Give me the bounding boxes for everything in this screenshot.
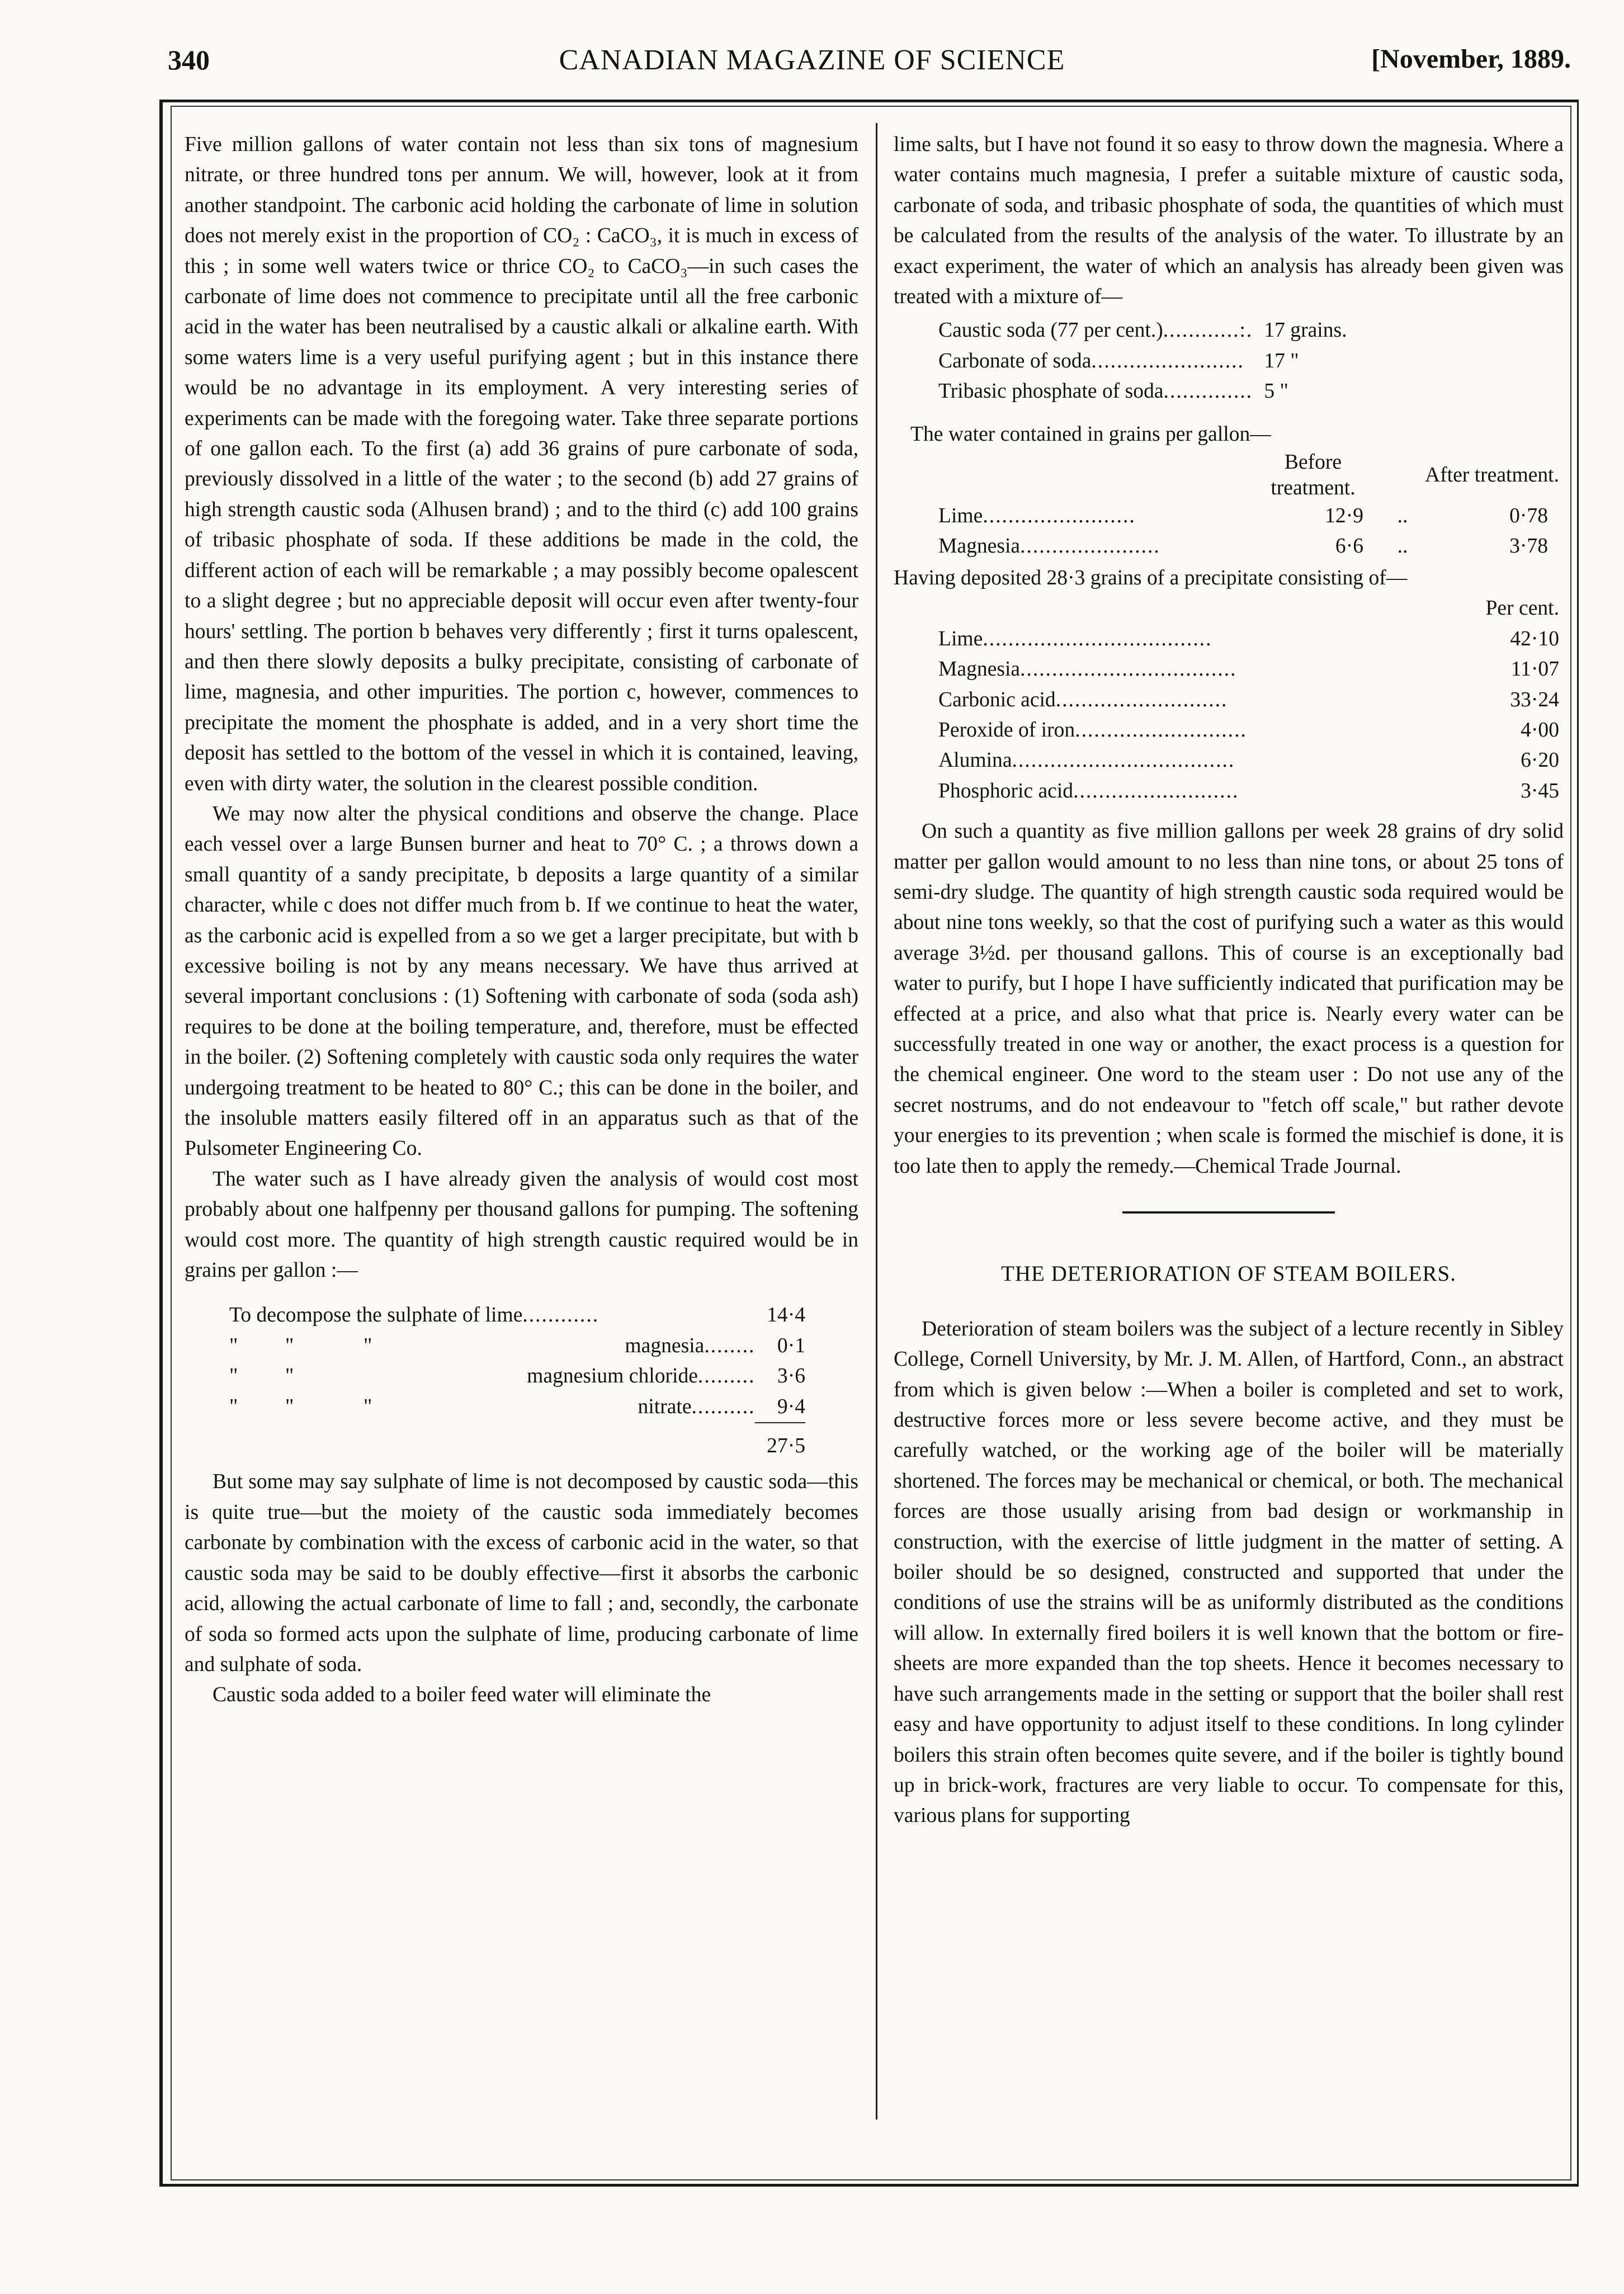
after-value: 0·78	[1509, 504, 1548, 528]
table-row	[938, 315, 1347, 346]
table-row	[229, 1300, 805, 1330]
ditto-mark: "	[285, 1334, 294, 1357]
before-header: Before treatment.	[1271, 451, 1356, 500]
before-value: 12·9	[1325, 504, 1363, 528]
left-paragraph-4: But some may say sulphate of lime is not decomposed by caustic soda—this is quite true—but the moiety of the caustic soda immediately becomes carbonate by combination with the excess of carbonic acid in the water, so that caustic soda may be said to be doubly effective—first it absorbs the carbonic acid, allowing the actual carbonate of lime to fall ; and, secondly, the carbonate of soda so formed acts upon the sulphate of lime, producing carbonate of lime and sulphate of soda.	[185, 1470, 858, 1676]
left-column	[185, 130, 858, 1711]
row-label: Carbonate of soda........................	[938, 349, 1244, 372]
row-label: Magnesia..................................	[938, 658, 1237, 681]
row-value: 17 "	[1264, 349, 1299, 372]
table-row	[938, 531, 1559, 561]
page-number: 340	[168, 44, 210, 75]
row-label: magnesium chloride.........	[527, 1365, 756, 1388]
water-analysis-table	[938, 450, 1559, 562]
caustic-requirement-table	[229, 1300, 805, 1461]
table-total-row	[229, 1423, 805, 1461]
right-column	[894, 130, 1564, 1832]
after-header: After treatment.	[1425, 464, 1559, 487]
row-label: magnesia........	[625, 1334, 756, 1357]
ditto-mark: "	[229, 1334, 238, 1357]
row-label: Carbonic acid...........................	[938, 688, 1228, 711]
row-label: Magnesia......................	[938, 535, 1160, 558]
row-label: Phosphoric acid..........................	[938, 779, 1239, 803]
table-row	[938, 376, 1347, 407]
table-row	[938, 715, 1559, 745]
ditto-mark: "	[285, 1365, 294, 1388]
row-value: 3·6	[777, 1365, 805, 1388]
left-paragraph-3: The water such as I have already given the analysis of would cost most probably about one halfpenny per thousand gallons for pumping. The softening would cost more. The quantity of high strength caustic required would be in grains per gallon :—	[185, 1167, 858, 1282]
column-divider	[876, 123, 877, 2120]
row-value: 33·24	[1510, 688, 1559, 711]
ditto-mark: "	[363, 1334, 372, 1357]
row-value: 5 "	[1264, 380, 1288, 403]
mixture-table	[938, 315, 1347, 407]
row-value: 9·4	[777, 1395, 805, 1418]
table-row	[938, 624, 1559, 654]
row-value: 42·10	[1510, 627, 1559, 650]
row-value: 0·1	[777, 1334, 805, 1357]
right-paragraph-3: Deterioration of steam boilers was the subject of a lecture recently in Sibley College, Cornell University, by Mr. J. M. Allen, of Hartford, Conn., an abstract from which is given below :—When a boiler is completed and set to work, destructive forces more or less severe become active, and they must be carefully watched, or the working age of the boiler will be materially shortened. The forces may be mechanical or chemical, or both. The mechanical forces are those usually arising from bad design or workmanship in construction, with the exercise of little judgment in the matter of setting. A boiler should be so designed, constructed and supported that under the conditions of use the strains will be as uniformly distributed as the conditions will allow. In externally fired boilers it is well known that the bottom or fire-sheets are more expanded than the top sheets. Hence it becomes necessary to have such arrangements made in the setting or support that the boiler shall rest easy and have opportunity to adjust itself to these conditions. In long cylinder boilers this strain often becomes quite severe, and if the boiler is tightly bound up in brick-work, fractures are very liable to occur. To compensate for this, various plans for supporting	[894, 1317, 1564, 1828]
row-value: 11·07	[1510, 658, 1559, 681]
table-total: 27·5	[755, 1423, 805, 1461]
table-header-row	[938, 450, 1559, 501]
table-row	[938, 654, 1559, 685]
row-label: To decompose the sulphate of lime............	[229, 1304, 599, 1327]
row-label: Tribasic phosphate of soda..............	[938, 380, 1253, 403]
left-paragraph-5: Caustic soda added to a boiler feed water will eliminate the	[213, 1683, 711, 1707]
percent-header: Per cent.	[1485, 597, 1559, 620]
table-row	[229, 1361, 805, 1391]
row-value: 14·4	[767, 1304, 805, 1327]
row-label: Peroxide of iron...........................	[938, 718, 1247, 742]
precipitate-intro: Having deposited 28·3 grains of a precipitate consisting of—	[894, 566, 1408, 589]
journal-title: CANADIAN MAGAZINE OF SCIENCE	[559, 44, 1065, 76]
table-row	[938, 776, 1559, 806]
precipitate-table	[938, 593, 1559, 806]
separator: ..	[1397, 504, 1408, 528]
row-value: 4·00	[1521, 718, 1559, 742]
row-label: Alumina...................................	[938, 749, 1235, 772]
row-label: Lime....................................	[938, 627, 1212, 650]
row-value: 3·45	[1521, 779, 1559, 803]
ditto-mark	[363, 1361, 459, 1391]
page-header	[0, 44, 1624, 83]
left-paragraph-1: Five million gallons of water contain not less than six tons of magnesium nitrate, or three hundred tons per annum. We will, however, look at it from another standpoint. The carbonic acid holding the carbonate of lime in solution does not merely exist in the proportion of CO₂ : CaCO₃, it is much in excess of this ; in some well waters twice or thrice CO₂ to CaCO₃—in such cases the carbonate of lime does not commence to precipitate until all the free carbonic acid in the water has been neutralised by a caustic alkali or alkaline earth. With some waters lime is a very useful purifying agent ; but in this instance there would be no advantage in its employment. A very interesting series of experiments can be made with the foregoing water. Take three separate portions of one gallon each. To the first (a) add 36 grains of pure carbonate of soda, previously dissolved in a little of the water ; to the second (b) add 27 grains of high strength caustic soda (Alhusen brand) ; and to the third (c) add 100 grains of tribasic phosphate of soda. If these additions be made in the cold, the different action of each will be remarkable ; a may possibly become opalescent to a slight degree ; but no appreciable deposit will occur even after twenty-four hours' settling. The portion b behaves very differently ; first it turns opalescent, and then there slowly deposits a bulky precipitate, consisting of carbonate of lime, magnesia, and other impurities. The portion c, however, commences to precipitate the moment the phosphate is added, and in a very short time the deposit has settled to the bottom of the vessel in which it is contained, leaving, even with dirty water, the solution in the clearest possible condition.	[185, 133, 858, 795]
row-value: 6·20	[1521, 749, 1559, 772]
row-label: nitrate..........	[638, 1395, 756, 1419]
row-label: Lime........................	[938, 504, 1136, 528]
table-header-row	[938, 593, 1559, 624]
left-paragraph-2: We may now alter the physical conditions and observe the change. Place each vessel over a large Bunsen burner and heat to 70° C. ; a throws down a small quantity of a sandy precipitate, b deposits a large quantity of a similar character, while c does not differ much from b. If we continue to heat the water, as the carbonic acid is expelled from a so we get a larger precipitate, but with b excessive boiling is not by any means necessary. We have thus arrived at several important conclusions : (1) Softening with carbonate of soda (soda ash) requires to be done at the boiling temperature, and, therefore, must be effected in the boiler. (2) Softening completely with caustic soda only requires the water undergoing treatment to be heated to 80° C.; this can be done in the boiler, and the insoluble matters easily filtered off in an apparatus such as that of the Pulsometer Engineering Co.	[185, 802, 858, 1160]
table-row	[938, 501, 1559, 531]
ditto-mark: "	[229, 1365, 238, 1388]
row-label: Caustic soda (77 per cent.)............:.	[938, 319, 1253, 342]
table-row	[229, 1331, 805, 1361]
ditto-mark: "	[363, 1395, 372, 1419]
issue-date: [November, 1889.	[1371, 44, 1571, 74]
table-row	[229, 1392, 805, 1423]
separator: ..	[1397, 535, 1408, 558]
ditto-mark: "	[229, 1395, 238, 1419]
ditto-mark: "	[285, 1395, 294, 1419]
row-value: 17 grains.	[1264, 319, 1347, 342]
before-value: 6·6	[1335, 535, 1363, 558]
right-paragraph-2: On such a quantity as five million gallons per week 28 grains of dry solid matter per gallon would amount to no less than nine tons, or about 25 tons of semi-dry sludge. The quantity of high strength caustic soda required would be about nine tons weekly, so that the cost of purifying such a water as this would average 3½d. per thousand gallons. This of course is an exceptionally bad water to purify, but I hope I have sufficiently indicated that purification may be effected at a price, and also what that price is. Nearly every water can be successfully treated in one way or another, the exact process is a question for the chemical engineer. One word to the steam user : Do not use any of the secret nostrums, and do not endeavour to "fetch off scale," but rather devote your energies to its prevention ; when scale is formed the mischief is done, it is too late then to apply the remedy.—Chemical Trade Journal.	[894, 820, 1564, 1178]
water-intro: The water contained in grains per gallon—	[910, 422, 1271, 446]
after-value: 3·78	[1509, 535, 1548, 558]
right-paragraph-1: lime salts, but I have not found it so easy to throw down the magnesia. Where a water contains much magnesia, I prefer a suitable mixture of caustic soda, carbonate of soda, and tribasic phosphate of soda, the quantities of which must be calculated from the results of the analysis of the water. To illustrate by an exact experiment, the water of which an analysis has already been given was treated with a mixture of—	[894, 133, 1564, 309]
table-row	[938, 745, 1559, 776]
section-ornament	[894, 1196, 1564, 1226]
table-row	[938, 685, 1559, 715]
section-title: THE DETERIORATION OF STEAM BOILERS.	[1001, 1262, 1456, 1286]
table-row	[938, 346, 1347, 376]
